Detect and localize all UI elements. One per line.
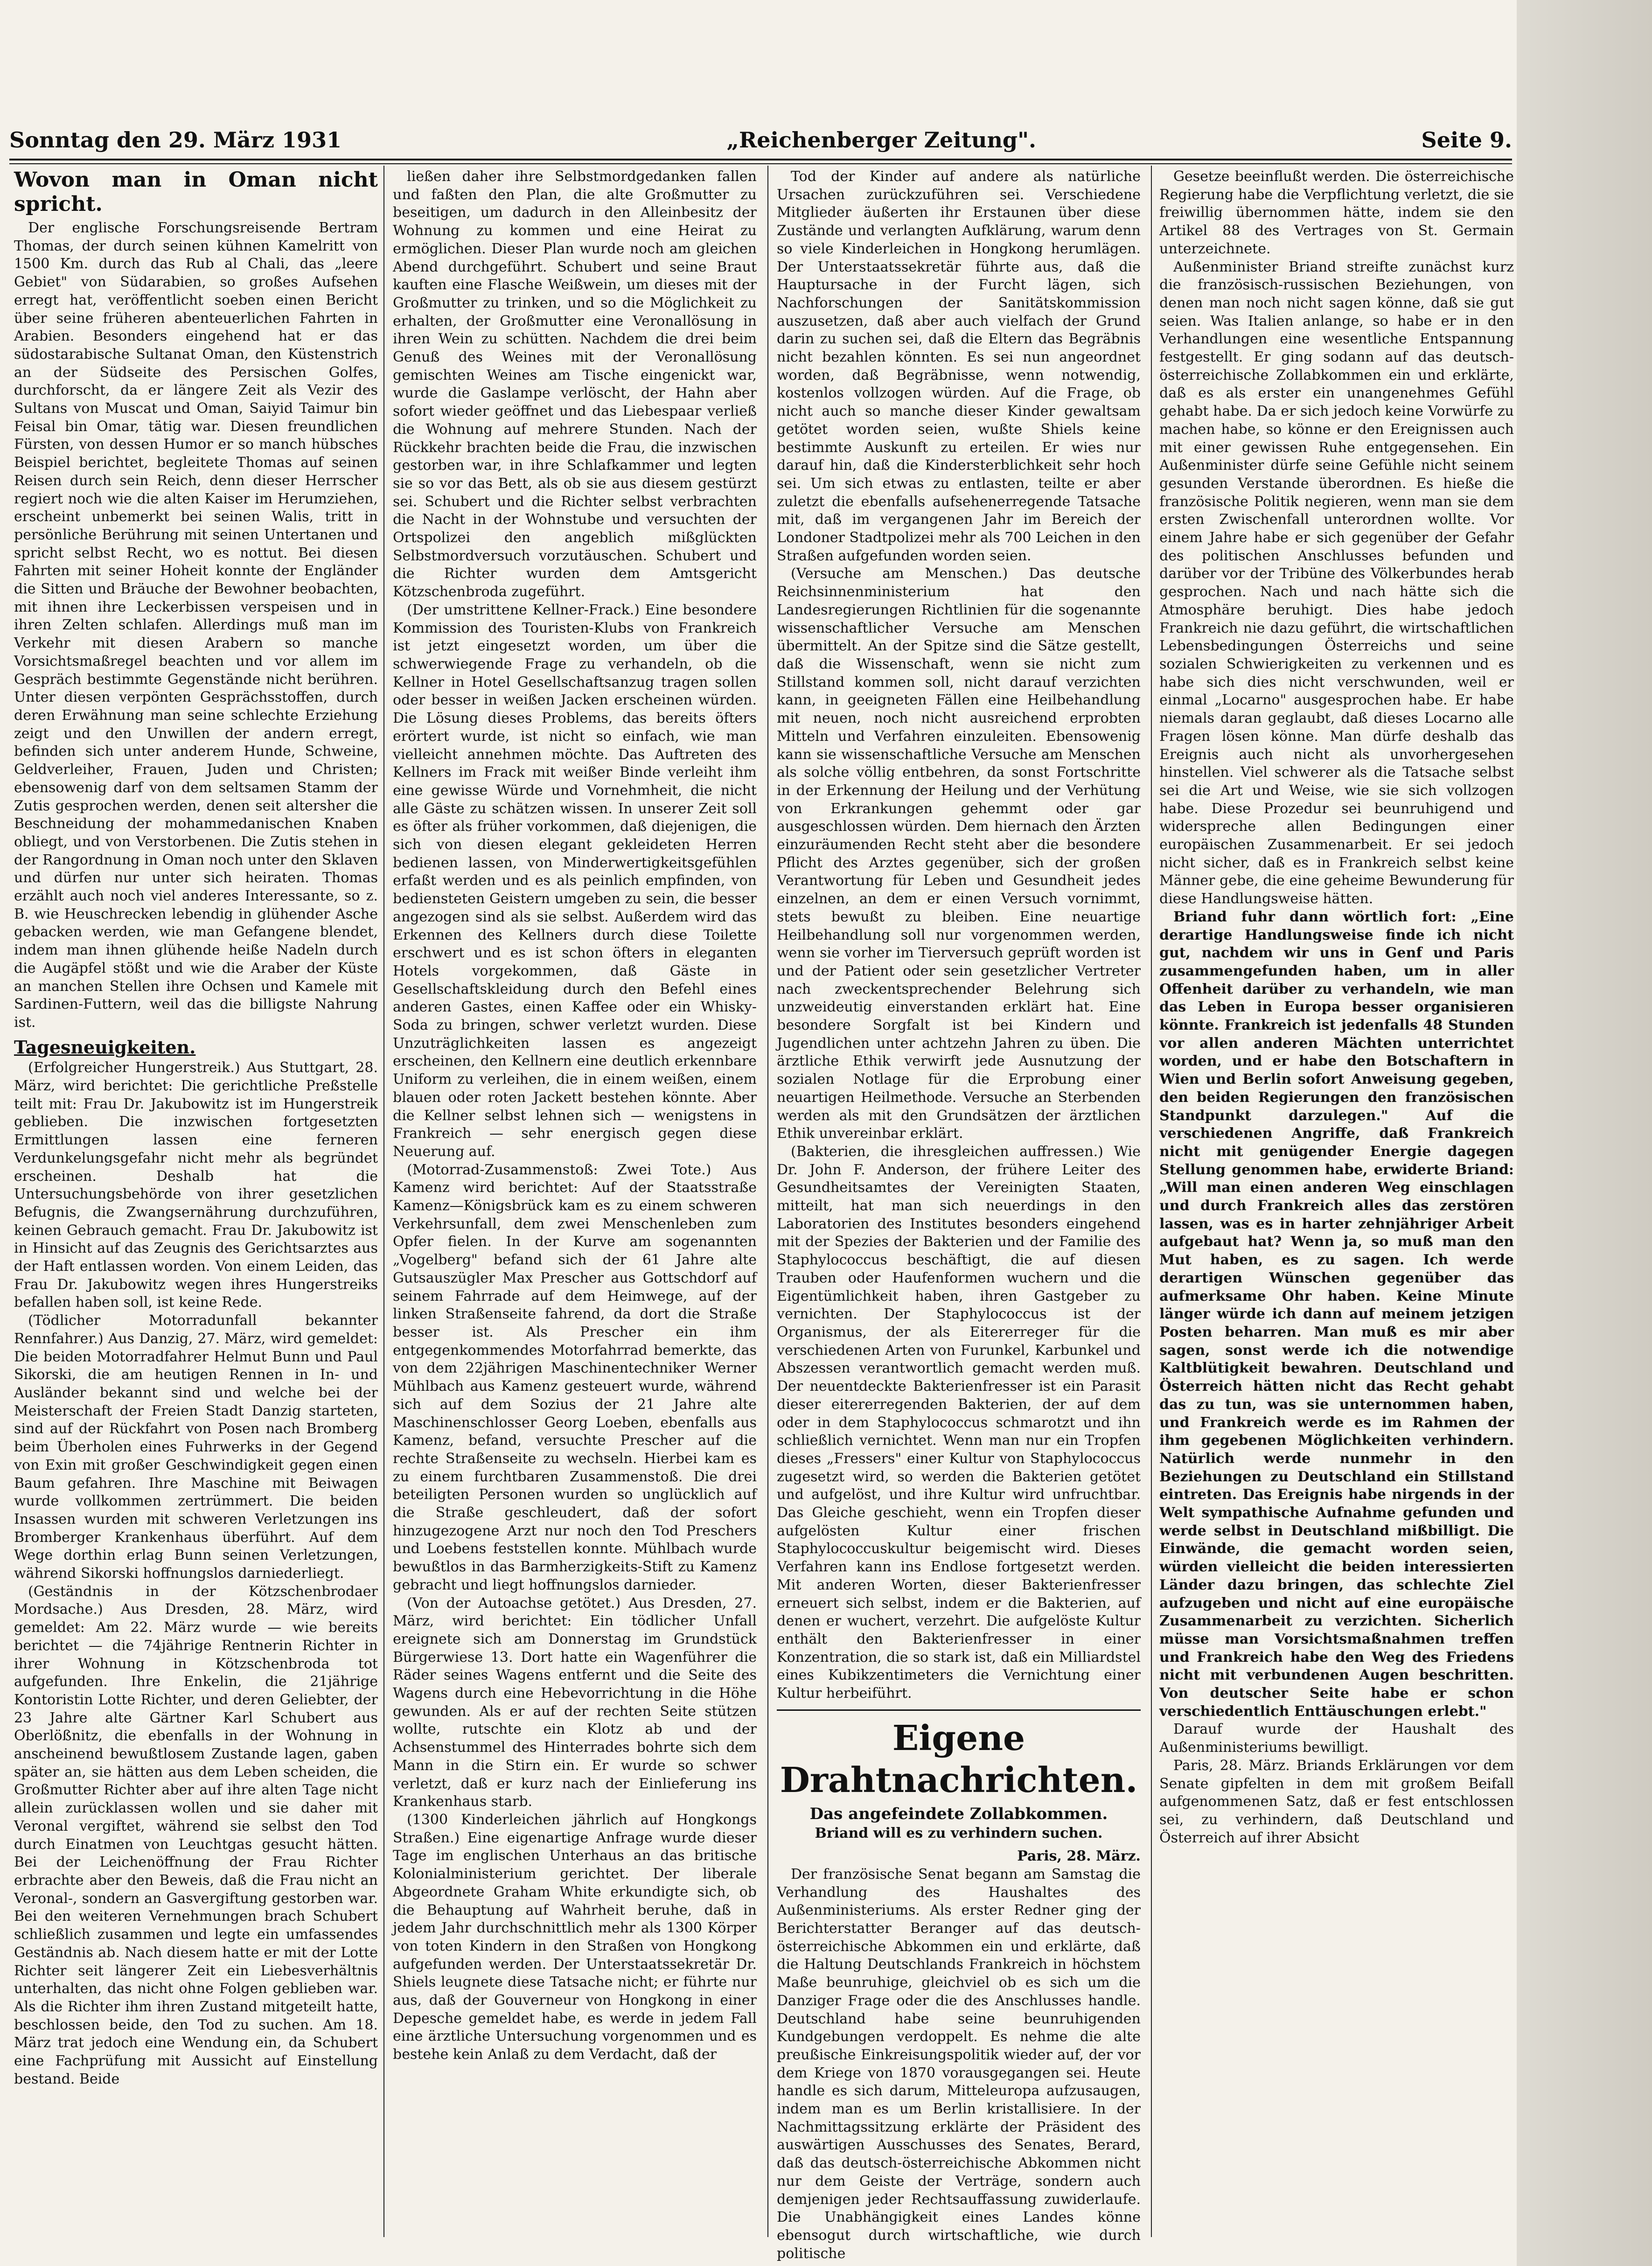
header-page-number: Seite 9. (1421, 127, 1512, 153)
news-item-hongkong: (1300 Kinderleichen jährlich auf Hongkongs Straßen.) Eine eigenartige Anfrage wurde dieser Tage im englischen Unterhaus an das britische Kolonialministerium gerichtet. Der liberale Abgeordnete Graham White erkundigte sich, ob die Behauptung auf Wahrheit beruhe, daß in jedem Jahr durchschnittlich mehr als 1300 Körper von toten Kindern in den Straßen von Hongkong aufgefunden werden. Der Unterstaatssekretär Dr. Shiels leugnete diese Tatsache nicht; er führte nur aus, daß der Gouverneur von Hongkong in einer Depesche gemeldet habe, es werde in jedem Fall eine ärztliche Untersuchung vorgenommen und es bestehe kein Anlaß zu dem Verdacht, daß der (393, 1811, 757, 2063)
column-1 (9, 168, 383, 2249)
news-item-hongkong-continued: Tod der Kinder auf andere als natürliche Ursachen zurückzuführen sei. Verschiedene Mitglieder äußerten ihr Erstaunen über diese Zustände und verlangten Aufklärung, warum denn so viele Kinderleichen in Hongkong herumlägen. Der Unterstaatssekretär führte aus, daß die Hauptursache in der Furcht lägen, sich Nachforschungen der Sanitätskommission auszusetzen, daß aber auch vielfach der Grund darin zu suchen sei, daß die Eltern das Begräbnis nicht bezahlen könnten. Es sei nun angeordnet worden, daß Begräbnisse, wenn notwendig, kostenlos vollzogen würden. Auf die Frage, ob nicht auch so manche dieser Kinder gewaltsam getötet worden seien, wußte Shiels keine bestimmte Auskunft zu erteilen. Er wies nur darauf hin, daß die Kindersterblichkeit sehr hoch sei. Um sich etwas zu entlasten, teilte er aber zuletzt die ebenfalls aufsehenerregende Tatsache mit, daß im vergangenen Jahr im Bereich der Londoner Stadtpolizei mehr als 700 Leichen in den Straßen aufgefunden worden seien. (777, 168, 1141, 564)
section-heading-wire-news: Eigene Drahtnachrichten. (780, 1718, 1138, 1800)
header-rule (9, 159, 1512, 164)
column-4 (1155, 168, 1519, 2249)
news-item-murder-case-continued: ließen daher ihre Selbstmordgedanken fallen und faßten den Plan, die alte Großmutter zu beseitigen, um dadurch in den Alleinbesitz der Wohnung zu kommen und eine Heirat zu ermöglichen. Dieser Plan wurde noch am gleichen Abend durchgeführt. Schubert und seine Braut kauften eine Flasche Weißwein, um dieses mit der Großmutter zu trinken, und so die Möglichkeit zu erhalten, der Großmutter eine Veronallösung in ihren Wein zu schütten. Nachdem die drei beim Genuß des Weines mit der Veronallösung gemischten Weines am Tische eingenickt war, wurde die Gaslampe verlöscht, der Hahn aber sofort wieder geöffnet und das Liebespaar verließ die Wohnung auf mehrere Stunden. Nach der Rückkehr brachten beide die Frau, die inzwischen gestorben war, in ihre Schlafkammer und legten sie so vor das Bett, als ob sie aus diesem gestürzt sei. Schubert und die Richter selbst verbrachten die Nacht in der Wohnstube und versuchten der Ortspolizei den angeblich mißglückten Selbstmordversuch vorzutäuschen. Schubert und die Richter wurden dem Amtsgericht Kötzschenbroda zugeführt. (393, 168, 757, 600)
header-paper-name: „Reichenberger Zeitung". (726, 127, 1037, 153)
article-headline-customs: Das angefeindete Zollabkommen. (809, 1804, 1108, 1823)
article-body-briand-4: Paris, 28. März. Briands Erklärungen vor dem Senate gipfelten in dem mit großem Beifall aufgenommenen Satz, daß er fest entschlossen sei, zu verhindern, daß Deutschland und Österreich auf ihrer Absicht (1159, 1757, 1514, 1846)
column-rule (767, 166, 768, 2237)
column-rule (1151, 166, 1152, 2237)
column-rule (383, 166, 384, 2237)
news-item-hunger-strike: (Erfolgreicher Hungerstreik.) Aus Stuttgart, 28. März, wird berichtet: Die gerichtliche Preßstelle teilt mit: Frau Dr. Jakubowitz ist im Hungerstreik geblieben. Die inzwischen fortgesetzten Ermittlungen lassen eine ferneren Verdunkelungsgefahr nicht mehr als begründet erscheinen. Deshalb hat die Untersuchungsbehörde von ihrer gesetzlichen Befugnis, die Zwangsernährung durchzuführen, keinen Gebrauch gemacht. Frau Dr. Jakubowitz ist in Hinsicht auf das Zeugnis des Gerichtsarztes aus der Haft entlassen worden. Von einem Leiden, das Frau Dr. Jakubowitz wegen ihres Hungerstreiks befallen haben soll, ist keine Rede. (14, 1060, 378, 1311)
article-title-oman: Wovon man in Oman nicht spricht. (14, 168, 378, 216)
column-3 (772, 168, 1145, 2262)
article-body-customs-continued: Gesetze beeinflußt werden. Die österreichische Regierung habe die Verpflichtung verletzt, die sie freiwillig übernommen hätte, indem sie den Artikel 88 des Vertrages von St. Germain unterzeichnete. (1159, 168, 1514, 257)
news-item-motorcycle-accident: (Tödlicher Motorradunfall bekannter Rennfahrer.) Aus Danzig, 27. März, wird gemeldet: Die beiden Motorradfahrer Helmut Bunn und Paul Sikorski, die am heutigen Rennen in In- und Ausländer bekannt sind und welche bei der Meisterschaft der Freien Stadt Danzig starteten, sind auf der Rückfahrt von Posen nach Bromberg beim Überholen eines Fuhrwerks in der Gegend von Exin mit großer Geschwindigkeit gegen einen Baum gefahren. Ihre Maschine mit Beiwagen wurde vollkommen zertrümmert. Die beiden Insassen wurden mit schweren Verletzungen ins Bromberger Krankenhaus überführt. Auf dem Wege dorthin erlag Bunn seinen Verletzungen, während Sikorski hoffnungslos darniederliegt. (14, 1312, 378, 1582)
news-item-human-experiments: (Versuche am Menschen.) Das deutsche Reichsinnenministerium hat den Landesregierungen Richtlinien für die sogenannte wissenschaftlicher Versuche am Menschen übermittelt. An der Spitze sind die Sätze gestellt, daß die Wissenschaft, wenn sie nicht zum Stillstand kommen soll, nicht darauf verzichten kann, in geeigneten Fällen eine Heilbehandlung mit neuen, noch nicht ausreichend erprobten Mitteln und Verfahren einzuleiten. Ebensowenig kann sie wissenschaftliche Versuche am Menschen als solche völlig entbehren, da sonst Fortschritte in der Erkennung der Heilung und der Verhütung von Erkrankungen gehemmt oder gar ausgeschlossen würden. Dem hiernach den Ärzten einzuräumenden Recht steht aber die besondere Pflicht des Arztes gegenüber, sich der großen Verantwortung für Leben und Gesundheit jedes einzelnen, an dem er einen Versuch vornimmt, stets bewußt zu bleiben. Eine neuartige Heilbehandlung soll nur vorgenommen werden, wenn sie vorher im Tierversuch geprüft worden ist und der Patient oder sein gesetzlicher Vertreter nach zweckentsprechender Belehrung sich unzweideutig einverstanden erklärt hat. Eine besondere Sorgfalt ist bei Kindern und Jugendlichen unter achtzehn Jahren zu üben. Die ärztliche Ethik verwirft jede Ausnutzung der sozialen Notlage für die Erprobung einer neuartigen Heilmethode. Versuche an Sterbenden werden als mit den Grundsätzen der ärztlichen Ethik unvereinbar erklärt. (777, 565, 1141, 1142)
section-heading-daily-news: Tagesneuigkeiten. (14, 1036, 196, 1058)
page-header (9, 124, 1512, 156)
article-body-briand-1: Außenminister Briand streifte zunächst kurz die französisch-russischen Beziehungen, von denen man noch nicht sagen könne, daß sie gut seien. Was Italien anlange, so habe er in den Verhandlungen eine wesentliche Entspannung festgestellt. Er ging sodann auf das deutsch-österreichische Zollabkommen ein und erklärte, daß es als erster ein unangenehmes Gefühl gehabt habe. Da er sich jedoch keine Vorwürfe zu machen habe, so könne er den Ereignissen auch mit einer gewissen Ruhe entgegensehen. Ein Außenminister dürfe seine Gefühle nicht seinem gesunden Verstande überordnen. Es hieße die französische Politik negieren, wenn man sie dem ersten Zwischenfall unterordnen wollte. Vor einem Jahre habe er sich gegenüber der Gefahr des politischen Anschlusses befunden und darüber vor der Tribüne des Völkerbundes herab gesprochen. Nach und nach hätte sich die Atmosphäre beruhigt. Dies habe jedoch Frankreich nie dazu geführt, die wirtschaftlichen Lebensbedingungen Österreichs und seine sozialen Schwierigkeiten zu verkennen und es habe sich dies nicht verschwunden, weil er einmal „Locarno" ausgesprochen habe. Er habe niemals daran geglaubt, daß dieses Locarno alle Fragen lösen könne. Man dürfe deshalb das Ereignis auch nicht als unvorhergesehen hinstellen. Viel schwerer als die Tatsache selbst sei die Art und Weise, wie sie sich vollzogen habe. Diese Prozedur sei beunruhigend und widerspreche allen Bedingungen einer europäischen Zusammenarbeit. Er sei jedoch nicht sicher, daß es in Frankreich selbst keine Männer gebe, die eine geheime Bewunderung für diese Handlungsweise hätten. (1159, 258, 1514, 907)
article-subheadline-customs: Briand will es zu verhindern suchen. (815, 1825, 1103, 1842)
news-item-car-axle: (Von der Autoachse getötet.) Aus Dresden, 27. März, wird berichtet: Ein tödlicher Unfall ereignete sich am Donnerstag im Grundstück Bürgerwiese 13. Dort hatte ein Wagenführer die Räder seines Wagens entfernt und die Seite des Wagens durch eine Hebevorrichtung in die Höhe gewunden. Als er auf der rechten Seite stützen wollte, rutschte ein Klotz ab und der Achsenstummel des Hinterrades bohrte sich dem Mann in die Stirn ein. Er wurde so schwer verletzt, daß er kurz nach der Einlieferung ins Krankenhaus starb. (393, 1595, 757, 1810)
section-divider (777, 1709, 1141, 1711)
news-item-waiter-tailcoat: (Der umstrittene Kellner-Frack.) Eine besondere Kommission des Touristen-Klubs von Frankreich ist jetzt eingesetzt worden, um über die schwerwiegende Frage zu verhandeln, ob die Kellner in Hotel Gesellschaftsanzug tragen sollen oder besser in weißen Jacken erscheinen würden. Die Lösung dieses Problems, das bereits öfters erörtert wurde, ist nicht so einfach, wie man vielleicht annehmen möchte. Das Auftreten des Kellners im Frack mit weißer Binde verleiht ihm eine gewisse Würde und Vornehmheit, die nicht alle Gäste zu schätzen wissen. In unserer Zeit soll es öfter als früher vorkommen, daß diejenigen, die sich von diesen elegant gekleideten Herren bedienen lassen, von Minderwertigkeitsgefühlen erfaßt werden und es als peinlich empfinden, von bediensteten Geistern umgeben zu sein, die besser angezogen sind als sie selbst. Außerdem wird das Erkennen des Kellners durch diese Toilette erschwert und es ist schon öfters in eleganten Hotels vorgekommen, daß Gäste in Gesellschaftskleidung durch den Befehl eines anderen Gastes, einen Kaffee oder ein Whisky-Soda zu bringen, schwer verletzt wurden. Diese Unzuträglichkeiten lassen es angezeigt erscheinen, den Kellnern eine deutlich erkennbare Uniform zu verleihen, die in einem weißen, einem blauen oder roten Jackett bestehen könnte. Aber die Kellner selbst lehnen sich — wenigstens in Frankreich — sehr energisch gegen diese Neuerung auf. (393, 601, 757, 1160)
article-body-briand-2: Briand fuhr dann wörtlich fort: „Eine derartige Handlungsweise finde ich nicht gut, nachdem wir uns in Genf und Paris zusammengefunden haben, um in aller Offenheit darüber zu verhandeln, wie man das Leben in Europa besser organisieren könnte. Frankreich ist jedenfalls 48 Stunden vor allen anderen Mächten unterrichtet worden, und er habe den Botschaftern in Wien und Berlin sofort Anweisung gegeben, den beiden Regierungen den französischen Standpunkt darzulegen." Auf die verschiedenen Angriffe, daß Frankreich nicht mit genügender Energie dagegen Stellung genommen habe, erwiderte Briand: „Will man einen anderen Weg einschlagen und durch Frankreich alles das zerstören lassen, was es in harter zehnjähriger Arbeit aufgebaut hat? Wenn ja, so muß man den Mut haben, es zu sagen. Ich werde derartigen Wünschen gegenüber das aufmerksame Ohr haben. Keine Minute länger würde ich dann auf meinem jetzigen Posten beharren. Man muß es mir aber sagen, sonst werde ich die notwendige Kaltblütigkeit bewahren. Deutschland und Österreich hätten nicht das Recht gehabt das zu tun, was sie unternommen haben, und Frankreich werde es im Rahmen der ihm gegebenen Möglichkeiten verhindern. Natürlich werde nunmehr in den Beziehungen zu Deutschland ein Stillstand eintreten. Das Ereignis habe nirgends in der Welt sympathische Aufnahme gefunden und werde selbst in Deutschland mißbilligt. Die Einwände, die gemacht worden seien, würden vielleicht die beiden interessierten Länder dazu bringen, das schlechte Ziel aufzugeben und nicht auf eine europäische Zusammenarbeit zu verzichten. Sicherlich müsse man Vorsichtsmaßnahmen treffen und Frankreich habe den Weg des Friedens nicht mit verbundenen Augen beschritten. Von deutscher Seite habe er schon verschiedentlich Enttäuschungen erlebt." (1159, 908, 1514, 1720)
news-item-bacteria: (Bakterien, die ihresgleichen auffressen.) Wie Dr. John F. Anderson, der frühere Leiter des Gesundheitsamtes der Vereinigten Staaten, mitteilt, hat man sich neuerdings in den Laboratorien des Institutes besonders eingehend mit der Spezies der Bakterien und der Familie des Staphylococcus beschäftigt, die auf diesen Trauben oder Haufenformen wuchern und die Eigentümlichkeit haben, ihren Gastgeber zu vernichten. Der Staphylococcus ist der Organismus, der als Eitererreger für die verschiedenen Arten von Furunkel, Karbunkel und Abszessen verantwortlich gemacht werden muß. Der neuentdeckte Bakterienfresser ist ein Parasit dieser eitererregenden Bakterien, der auf dem oder in dem Staphylococcus schmarotzt und ihn schließlich vernichtet. Wenn man nur ein Tropfen dieses „Fressers" einer Kultur von Staphylococcus zugesetzt wird, so werden die Bakterien getötet und aufgelöst, und ihre Kultur wird unfruchtbar. Das Gleiche geschieht, wenn ein Tropfen dieser aufgelösten Kultur einer frischen Staphylococcuskultur beigemischt wird. Dieses Verfahren kann ins Endlose fortgesetzt werden. Mit anderen Worten, dieser Bakterienfresser erneuert sich selbst, indem er die Bakterien, auf denen er wuchert, verzehrt. Die aufgelöste Kultur enthält den Bakterienfresser in einer Konzentration, die so stark ist, daß ein Milliardstel eines Kubikzentimeters die Vernichtung einer Kultur herbeiführt. (777, 1143, 1141, 1702)
article-dateline: Paris, 28. März. (1017, 1848, 1141, 1865)
article-body-briand-3: Darauf wurde der Haushalt des Außenministeriums bewilligt. (1159, 1721, 1514, 1756)
news-item-murder-case: (Geständnis in der Kötzschenbrodaer Mordsache.) Aus Dresden, 28. März, wird gemeldet: Am 22. März wurde — wie bereits berichtet — die 74jährige Rentnerin Richter in ihrer Wohnung in Kötzschenbroda tot aufgefunden. Ihre Enkelin, die 21jährige Kontoristin Lotte Richter, und deren Geliebter, der 23 Jahre alte Gärtner Karl Schubert aus Oberlößnitz, die ebenfalls in der Wohnung in anscheinend bewußtlosem Zustande lagen, gaben später an, sie hätten aus dem Leben scheiden, die Großmutter Richter aber auf ihre alten Tage nicht allein zurücklassen wollen und sie daher mit Veronal vergiftet, während sie selbst den Tod durch Einatmen von Leuchtgas gesucht hätten. Bei der Leichenöffnung der Frau Richter erbrachte aber den Beweis, daß die Frau nicht an Veronal-, sondern an Gasvergiftung gestorben war. Bei den weiteren Vernehmungen brach Schubert schließlich zusammen und legte ein umfassendes Geständnis ab. Nach diesem hatte er mit der Lotte Richter seit längerer Zeit ein Liebesverhältnis unterhalten, das nicht ohne Folgen geblieben war. Als die Richter ihm ihren Zustand mitgeteilt hatte, beschlossen beide, den Tod zu suchen. Am 18. März trat jedoch eine Wendung ein, da Schubert eine Fachprüfung mit Aussicht auf Einstellung bestand. Beide (14, 1583, 378, 2087)
column-2 (388, 168, 761, 2249)
header-date: Sonntag den 29. März 1931 (9, 127, 342, 153)
news-item-motorcycle-collision: (Motorrad-Zusammenstoß: Zwei Tote.) Aus Kamenz wird berichtet: Auf der Staatsstraße Kamenz—Königsbrück kam es zu einem schweren Verkehrsunfall, dem zwei Menschenleben zum Opfer fielen. In der Kurve am sogenannten „Vogelberg" befand sich der 61 Jahre alte Gutsauszügler Max Prescher aus Gottschdorf auf seinem Fahrrade auf dem Heimwege, auf der linken Straßenseite fahrend, da dort die Straße besser ist. Als Prescher ein ihm entgegenkommendes Motorfahrrad bemerkte, das von dem 22jährigen Maschinentechniker Werner Mühlbach aus Kamenz gesteuert wurde, während sich auf dem Sozius der 21 Jahre alte Maschinenschlosser Georg Loeben, ebenfalls aus Kamenz, befand, versuchte Prescher auf die rechte Straßenseite zu wechseln. Hierbei kam es zu einem furchtbaren Zusammenstoß. Die drei beteiligten Personen wurden so unglücklich auf die Straße geschleudert, daß der sofort hinzugezogene Arzt nur noch den Tod Preschers und Loebens feststellen konnte. Mühlbach wurde bewußtlos in das Barmherzigkeits-Stift zu Kamenz gebracht und liegt hoffnungslos darnieder. (393, 1161, 757, 1593)
page-edge (1517, 0, 1652, 2266)
article-body-customs: Der französische Senat begann am Samstag die Verhandlung des Haushaltes des Außenministeriums. Als erster Redner ging der Berichterstatter Beranger auf das deutsch-österreichische Abkommen ein und erklärte, daß die Haltung Deutschlands Frankreich in höchstem Maße beunruhige, gleichviel ob es sich um die Danziger Frage oder die des Anschlusses handle. Deutschland habe seine beunruhigenden Kundgebungen verdoppelt. Es nehme die alte preußische Einkreisungspolitik wieder auf, der vor dem Kriege von 1870 vorausgegangen sei. Heute handle es sich darum, Mitteleuropa aufzusaugen, indem man es um Berlin kristallisiere. In der Nachmittagssitzung erklärte der Präsident des auswärtigen Ausschusses des Senates, Berard, daß das deutsch-österreichische Abkommen nicht nur dem Geiste der Verträge, sondern auch demjenigen jeder Rechtsauffassung zuwiderlaufe. Die Unabhängigkeit eines Landes könne ebensogut durch wirtschaftliche, wie durch politische (777, 1866, 1141, 2262)
article-body-oman: Der englische Forschungsreisende Bertram Thomas, der durch seinen kühnen Kamelritt von 1500 Km. durch das Rub al Chali, das „leere Gebiet" von Südarabien, so großes Aufsehen erregt hat, veröffentlicht soeben einen Bericht über seine früheren abenteuerlichen Fahrten in Arabien. Besonders eingehend hat er das südostarabische Sultanat Oman, den Küstenstrich an der Südseite des Persischen Golfes, durchforscht, da er längere Zeit als Vezir des Sultans von Muscat und Oman, Saiyid Taimur bin Feisal bin Omar, tätig war. Diesen freundlichen Fürsten, von dessen Humor er so manch hübsches Beispiel berichtet, begleitete Thomas auf seinen Reisen durch sein Reich, denn dieser Herrscher regiert noch wie die alten Kaiser im Herumziehen, erscheint unbemerkt bei seinen Walis, tritt in persönliche Berührung mit seinen Untertanen und spricht selbst Recht, wo es nottut. Bei diesen Fahrten mit seiner Hoheit konnte der Engländer die Sitten und Bräuche der Bewohner beobachten, mit ihnen ihre Leckerbissen verspeisen und in ihren Zelten schlafen. Allerdings muß man im Verkehr mit diesen Arabern so manche Vorsichtsmaßregel beachten und vor allem im Gespräch bestimmte Gegenstände nicht berühren. Unter diesen verpönten Gesprächsstoffen, durch deren Erwähnung man seine schlechte Erziehung zeigt und den Unwillen der andern erregt, befinden sich unter anderem Hunde, Schweine, Geldverleiher, Frauen, Juden und Christen; ebensowenig darf von dem seltsamen Stamm der Zutis gesprochen werden, denen seit altersher die Beschneidung der mohammedanischen Knaben obliegt, und von Verstorbenen. Die Zutis stehen in der Rangordnung in Oman noch unter den Sklaven und dürfen nur unter sich heiraten. Thomas erzählt auch noch viel anderes Interessante, so z. B. wie Heuschrecken lebendig in glühender Asche gebacken werden, wie man Gefangene blendet, indem man ihnen glühende heiße Nadeln durch die Augäpfel stößt und wie die Araber der Küste an manchen Stellen ihre Ochsen und Kamele mit Sardinen-Futtern, weil das die billigste Nahrung ist. (14, 220, 378, 1031)
